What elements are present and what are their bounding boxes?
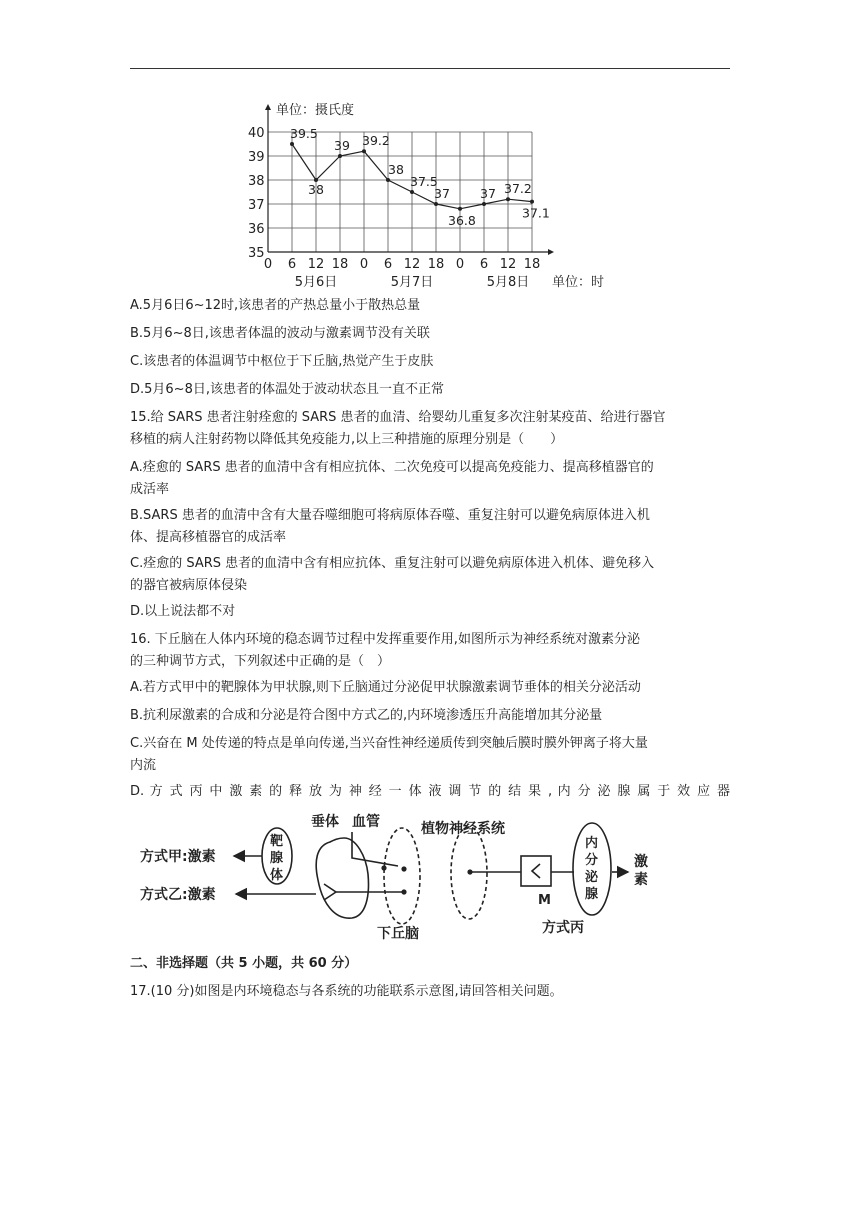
data-label: 37 (480, 186, 496, 201)
day-label: 5月6日 (294, 275, 338, 290)
data-label: 39 (334, 138, 350, 153)
data-label: 37.1 (522, 205, 550, 221)
q16-stem-line1: 16. 下丘脑在人体内环境的稳态调节过程中发挥重要作用,如图所示为神经系统对激素分泌 (130, 632, 640, 647)
y-unit-label: 单位：摄氏度 (276, 103, 355, 118)
data-point (410, 190, 414, 194)
blood-vessel-label: 血管 (352, 814, 380, 830)
q14-option-a: A.5月6日6~12时,该患者的产热总量小于散热总量 (130, 298, 421, 313)
synapse-box (521, 856, 551, 886)
q15-option-a-line2: 成活率 (130, 482, 170, 497)
data-label: 39.5 (290, 126, 318, 141)
x-tick-label: 12 (403, 257, 421, 272)
x-unit-label: 单位：时 (552, 275, 605, 290)
y-tick-label: 35 (248, 246, 265, 261)
data-point (506, 197, 510, 201)
mode-bing-label: 方式丙 (542, 920, 584, 936)
target-gland-char-1: 靶 (270, 834, 284, 849)
endocrine-char-3: 泌 (585, 870, 599, 885)
y-tick-label: 40 (248, 126, 265, 141)
y-tick-label: 36 (248, 222, 265, 237)
day-label: 5月7日 (390, 275, 434, 290)
q15-stem-line2: 移植的病人注射药物以降低其免疫能力,以上三种措施的原理分别是（ ） (130, 432, 564, 447)
mode-jia-label: 方式甲:激素 (140, 849, 216, 865)
q16-option-c-line2: 内流 (130, 758, 157, 773)
q17-stem: 17.(10 分)如图是内环境稳态与各系统的功能联系示意图,请回答相关问题。 (130, 984, 563, 999)
hypothalamus-label: 下丘脑 (377, 926, 419, 942)
q14-option-d: D.5月6~8日,该患者的体温处于波动状态且一直不正常 (130, 382, 444, 397)
hormone-char-2: 素 (634, 872, 648, 888)
pituitary-label: 垂体 (311, 814, 339, 830)
data-label: 37 (434, 186, 450, 201)
q15-option-b-line2: 体、提高移植器官的成活率 (130, 530, 287, 545)
q15-stem-line1: 15.给 SARS 患者注射痊愈的 SARS 患者的血清、给婴幼儿重复多次注射某疫苗、给进行器官 (130, 410, 666, 425)
data-point (362, 149, 366, 153)
hypothalamus-oval (384, 828, 420, 924)
data-label: 37.5 (410, 174, 438, 189)
x-tick-label: 18 (427, 257, 445, 272)
data-label: 37.2 (504, 181, 532, 197)
q16-stem-line2: 的三种调节方式，下列叙述中正确的是（ ） (130, 654, 391, 669)
y-tick-label: 38 (248, 174, 265, 189)
data-point (530, 200, 534, 204)
q15-option-c-line2: 的器官被病原体侵染 (130, 578, 248, 593)
m-label: M (538, 893, 551, 908)
x-tick-label: 6 (479, 257, 489, 272)
q14-option-b: B.5月6~8日,该患者体温的波动与激素调节没有关联 (130, 326, 430, 341)
data-point (338, 154, 342, 158)
q16-option-b: B.抗利尿激素的合成和分泌是符合图中方式乙的,内环境渗透压升高能增加其分泌量 (130, 708, 603, 723)
x-tick-label: 0 (455, 257, 465, 272)
x-tick-label: 0 (359, 257, 369, 272)
q15-option-c-line1: C.痊愈的 SARS 患者的血清中含有相应抗体、重复注射可以避免病原体进入机体、避免移入 (130, 556, 655, 571)
x-tick-label: 18 (523, 257, 541, 272)
x-tick-label: 18 (331, 257, 349, 272)
q16-option-d: D. 方 式 丙 中 激 素 的 释 放 为 神 经 一 体 液 调 节 的 结 果 , 内 分 泌 腺 属 于 效 应 器 (130, 784, 730, 799)
y-tick-label: 37 (248, 198, 265, 213)
pituitary-shape (316, 838, 368, 918)
data-label: 36.8 (448, 212, 476, 228)
day-label: 5月8日 (486, 275, 530, 290)
x-tick-label: 6 (383, 257, 393, 272)
data-point (458, 207, 462, 211)
data-label: 39.2 (362, 133, 390, 149)
data-point (290, 142, 294, 146)
endocrine-char-2: 分 (585, 853, 599, 868)
q14-option-c: C.该患者的体温调节中枢位于下丘脑,热觉产生于皮肤 (130, 354, 434, 369)
q15-option-d: D.以上说法都不对 (130, 604, 236, 619)
mode-yi-label: 方式乙:激素 (140, 887, 216, 903)
data-point (482, 202, 486, 206)
x-tick-label: 12 (499, 257, 517, 272)
x-tick-label: 6 (287, 257, 297, 272)
q15-option-a-line1: A.痊愈的 SARS 患者的血清中含有相应抗体、二次免疫可以提高免疫能力、提高移植器官的 (130, 460, 654, 475)
target-gland-char-3: 体 (270, 868, 284, 883)
data-point (386, 178, 390, 182)
x-axis-arrow (548, 249, 554, 255)
header-rule (130, 68, 730, 69)
x-tick-label: 12 (307, 257, 325, 272)
y-tick-label: 39 (248, 150, 265, 165)
endocrine-char-1: 内 (585, 836, 599, 851)
data-label: 38 (388, 162, 404, 177)
endocrine-char-4: 腺 (585, 887, 599, 902)
y-axis-arrow (265, 104, 271, 110)
x-tick-label: 0 (263, 257, 273, 272)
hormone-regulation-diagram (0, 808, 860, 948)
autonomic-label: 植物神经系统 (421, 821, 505, 837)
q15-option-b-line1: B.SARS 患者的血清中含有大量吞噬细胞可将病原体吞噬、重复注射可以避免病原体进入机 (130, 508, 650, 523)
q16-option-c-line1: C.兴奋在 M 处传递的特点是单向传递,当兴奋性神经递质传到突触后膜时膜外钾离子将大量 (130, 736, 648, 751)
target-gland-char-2: 腺 (270, 851, 284, 866)
q16-option-a: A.若方式甲中的靶腺体为甲状腺,则下丘脑通过分泌促甲状腺激素调节垂体的相关分泌活动 (130, 680, 641, 695)
data-label: 38 (308, 182, 324, 197)
section-heading: 二、非选择题（共 5 小题，共 60 分） (130, 956, 358, 971)
data-point (434, 202, 438, 206)
hormone-char-1: 激 (634, 854, 648, 870)
